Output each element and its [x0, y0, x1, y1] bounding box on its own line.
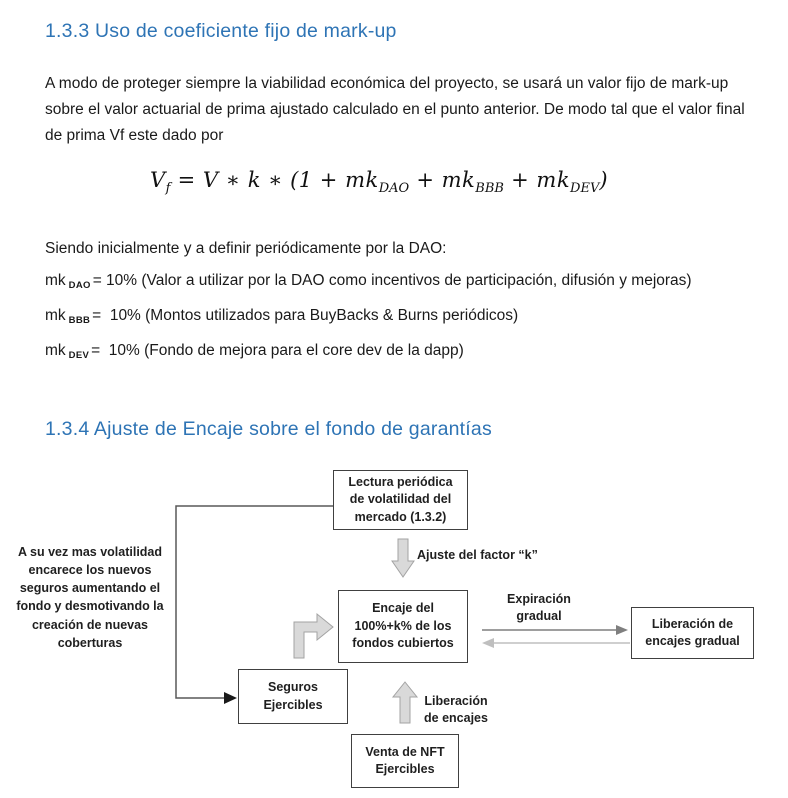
label-expiracion-gradual: Expiración gradual: [507, 592, 571, 623]
intro-paragraph: A modo de proteger siempre la viabilidad económica del proyecto, se usará un valor fijo de mark-up sobre el valor actuarial de prima ajustado calculado en el punto anterior. De modo tal que el valor final de prima Vf este dado por: [45, 75, 745, 144]
markup-formula: [150, 168, 608, 196]
mk-base: mk: [45, 342, 66, 359]
node-lectura-volatilidad: [333, 470, 468, 530]
formula-sub-bbb: BBB: [475, 181, 504, 197]
node-encaje-fondos: [338, 590, 468, 663]
formula-sub-dao: DAO: [378, 181, 410, 197]
encaje-flow-diagram: [0, 455, 788, 798]
formula-term: = V ∗ k ∗ (1 + mk: [170, 168, 379, 192]
formula-lhs-sub: f: [165, 181, 171, 197]
node-liberacion-encajes-gradual: [631, 607, 754, 659]
label-liberacion-de-encajes: Liberación de encajes: [424, 694, 488, 725]
section-1-3-4-heading: 1.3.4 Ajuste de Encaje sobre el fondo de garantías: [45, 418, 492, 440]
formula-sub-dev: DEV: [570, 181, 600, 197]
mk-definition: = 10% (Montos utilizados para BuyBacks & Burns periódicos): [92, 307, 519, 324]
formula-term: ): [599, 168, 609, 192]
node-label: Seguros Ejercibles: [263, 680, 323, 712]
node-seguros-ejercibles: [238, 669, 348, 724]
mk-subscript: BBB: [68, 315, 91, 326]
dao-intro-line: Siendo inicialmente y a definir periódicamente por la DAO:: [45, 240, 447, 257]
mk-bbb-line: [45, 307, 765, 325]
node-label: Venta de NFT Ejercibles: [365, 744, 445, 776]
node-label: Lectura periódica de volatilidad del mercado (1.3.2): [348, 474, 453, 524]
mk-definition: = 10% (Fondo de mejora para el core dev de la dapp): [91, 342, 464, 359]
expiration-arrowhead-icon: [616, 625, 628, 635]
formula-term: + mk: [409, 168, 476, 192]
mk-base: mk: [45, 307, 66, 324]
return-arrowhead-icon: [482, 638, 494, 648]
mk-definition: = 10% (Valor a utilizar por la DAO como incentivos de participación, difusión y mejoras): [92, 272, 692, 289]
feedback-arrowhead-icon: [224, 692, 237, 704]
node-label: Encaje del 100%+k% de los fondos cubiertos: [352, 601, 454, 651]
formula-term: + mk: [503, 168, 571, 192]
volatility-side-note: A su vez mas volatilidad encarece los nuevos seguros aumentando el fondo y desmotivando la creación de nuevas coberturas: [16, 545, 164, 650]
label-ajuste-factor-k: Ajuste del factor “k”: [417, 548, 538, 562]
seguros-to-encaje-arrow-icon: [294, 614, 333, 658]
mk-subscript: DEV: [68, 350, 90, 361]
liberacion-up-arrow-icon: [393, 682, 417, 723]
mk-subscript: DAO: [68, 280, 91, 291]
node-label: Liberación de encajes gradual: [645, 616, 740, 648]
factor-k-down-arrow-icon: [392, 539, 414, 577]
formula-lhs: V: [150, 168, 166, 192]
section-1-3-3-heading: 1.3.3 Uso de coeficiente fijo de mark-up: [45, 20, 397, 42]
node-venta-nft-ejercibles: [351, 734, 459, 788]
mk-dev-line: [45, 342, 765, 360]
mk-base: mk: [45, 272, 66, 289]
mk-dao-line: [45, 272, 765, 290]
